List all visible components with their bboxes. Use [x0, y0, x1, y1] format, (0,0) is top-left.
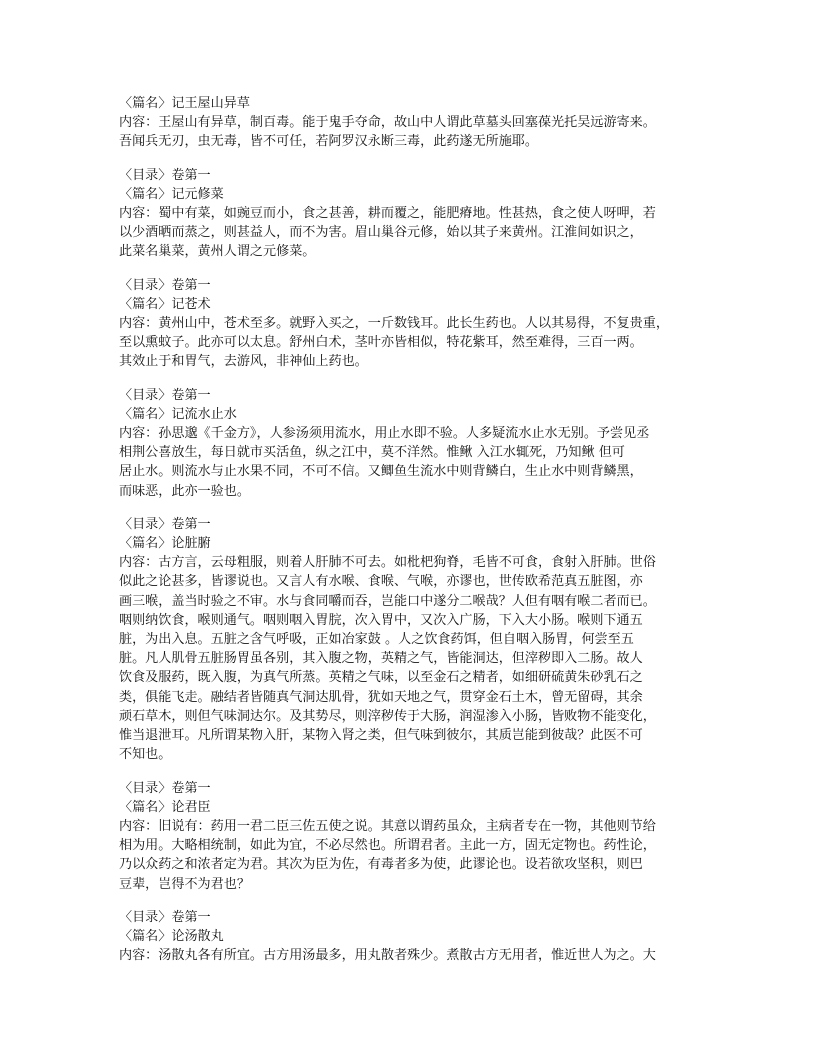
document-entry: [119, 515, 699, 765]
text-line: 此菜名巢菜，黄州人谓之元修菜。: [119, 244, 316, 260]
text-line: 而味恶，此亦一验也。: [119, 483, 250, 499]
document-entry: [119, 908, 699, 966]
text-line: 相荆公喜放生，每日就市买活鱼，纵之江中，莫不洋然。惟鳅 入江水辄死，乃知鳅 但可: [119, 445, 625, 461]
text-line: 〈目录〉卷第一: [119, 909, 211, 925]
text-line: 不知也。: [119, 747, 172, 763]
text-line: 内容：旧说有：药用一君二臣三佐五使之说。其意以谓药虽众，主病者专在一物，其他则节给: [119, 818, 656, 834]
text-line: 〈篇名〉论脏腑: [119, 536, 211, 552]
text-line: 〈目录〉卷第一: [119, 387, 211, 403]
text-line: 咽则纳饮食，喉则通气。咽则咽入胃脘，次入胃中，又次入广肠，下入大小肠。喉则下通五: [119, 612, 643, 628]
text-line: 内容：汤散丸各有所宜。古方用汤最多，用丸散者殊少。煮散古方无用者，惟近世人为之。大: [119, 948, 656, 964]
text-line: 居止水。则流水与止水果不同，不可不信。又鲫鱼生流水中则背鳞白，生止水中则背鳞黑，: [119, 464, 643, 480]
text-line: 〈篇名〉记流水止水: [119, 406, 237, 422]
text-line: 以少酒晒而蒸之，则甚益人，而不为害。眉山巢谷元修，始以其子来黄州。江淮间如识之，: [119, 225, 643, 241]
document-page: [119, 94, 699, 979]
text-line: 内容：王屋山有异草，制百毒。能于鬼手夺命，故山中人谓此草墓头回塞葆光托吴远游寄来。: [119, 115, 656, 131]
text-line: 内容：孙思邈《千金方》，人参汤须用流水，用止水即不验。人多疑流水止水无别。予尝见丞: [119, 426, 650, 442]
text-line: 至以熏蚊子。此亦可以太息。舒州白术，茎叶亦皆相似，特花紫耳，然至难得，三百一两。: [119, 335, 643, 351]
text-line: 脏。凡人肌骨五脏肠胃虽各别，其入腹之物，英精之气，皆能洞达，但滓秽即入二肠。故人: [119, 651, 643, 667]
text-line: 〈篇名〉记元修菜: [119, 186, 224, 202]
text-line: 〈篇名〉记王屋山异草: [119, 96, 250, 111]
text-line: 豆辈，岂得不为君也？: [119, 876, 250, 892]
text-line: 似此之论甚多，皆谬说也。又言人有水喉、食喉、气喉，亦谬也，世传欧希范真五脏图，亦: [119, 574, 643, 590]
text-line: 〈篇名〉论汤散丸: [119, 928, 224, 944]
text-line: 其效止于和胃气，去游风，非神仙上药也。: [119, 354, 368, 370]
text-line: 类，俱能飞走。融结者皆随真气洞达肌骨，犹如天地之气，贯穿金石土木，曾无留碍，其余: [119, 689, 643, 705]
text-line: 饮食及服药，既入腹，为真气所蒸。英精之气味，以至金石之精者，如细研硫黄朱砂乳石之: [119, 670, 643, 686]
text-line: 脏，为出入息。五脏之含气呼吸，正如冶家鼓 。人之饮食药饵，但自咽入肠胃，何尝至五: [119, 632, 634, 648]
document-entry: [119, 94, 699, 152]
document-entry: [119, 276, 699, 372]
text-line: 〈目录〉卷第一: [119, 277, 211, 293]
text-line: 〈目录〉卷第一: [119, 167, 211, 183]
document-entry: [119, 779, 699, 894]
text-line: 画三喉，盖当时验之不审。水与食同嚼而吞，岂能口中遂分二喉哉？人但有咽有喉二者而已。: [119, 593, 656, 609]
text-line: 内容：古方言，云母粗服，则着人肝肺不可去。如枇杷狗脊，毛皆不可食，食射入肝肺。世俗: [119, 555, 656, 571]
text-line: 〈篇名〉论君臣: [119, 799, 211, 815]
text-line: 乃以众药之和浓者定为君。其次为臣为佐，有毒者多为使，此谬论也。设若欲攻坚积，则巴: [119, 857, 643, 873]
text-line: 惟当退泄耳。凡所谓某物入肝，某物入肾之类，但气味到彼尔，其质岂能到彼哉？此医不可: [119, 728, 643, 744]
text-line: 顽石草木，则但气味洞达尔。及其势尽，则滓秽传于大肠，润湿渗入小肠，皆败物不能变化，: [119, 708, 656, 724]
text-line: 〈篇名〉记苍术: [119, 296, 211, 312]
document-entry: [119, 166, 699, 262]
text-line: 吾闻兵无刃，虫无毒，皆不可任，若阿罗汉永断三毒，此药遂无所施耶。: [119, 134, 538, 150]
text-line: 内容：蜀中有菜，如豌豆而小，食之甚善，耕而覆之，能肥瘠地。性甚热，食之使人呀呷，若: [119, 206, 656, 222]
document-entry: [119, 386, 699, 501]
text-line: 〈目录〉卷第一: [119, 780, 211, 796]
text-line: 相为用。大略相统制，如此为宜，不必尽然也。所谓君者。主此一方，固无定物也。药性论，: [119, 838, 656, 854]
text-line: 〈目录〉卷第一: [119, 516, 211, 532]
text-line: 内容：黄州山中，苍术至多。就野入买之，一斤数钱耳。此长生药也。人以其易得，不复贵重，: [119, 316, 669, 332]
